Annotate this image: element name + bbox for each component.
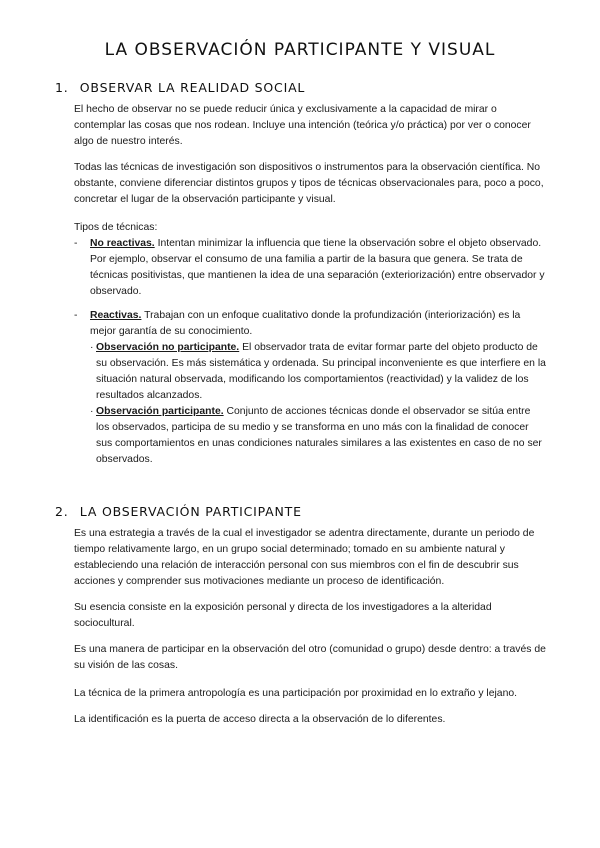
types-label: Tipos de técnicas: (74, 222, 158, 233)
term-label: Reactivas. (90, 310, 142, 321)
list-item-text: Intentan minimizar la influencia que tiene la observación sobre el objeto observado. Por ejemplo, observar el consumo de una familia a partir de la basura que genera. Se trata de técnicas positivistas, que mantienen la idea de una separación (exteriorización) entre observador y observado. (90, 238, 545, 297)
section-heading-1 (55, 80, 305, 95)
list-item (74, 308, 546, 340)
list-item-text: Trabajan con un enfoque cualitativo donde la profundización (interiorización) es la mejor garantía de su conocimiento. (90, 310, 521, 337)
sub-bullet: · (90, 342, 94, 353)
section-heading-2 (55, 504, 302, 519)
sub-list-item (90, 404, 546, 468)
paragraph: El hecho de observar no se puede reducir única y exclusivamente a la capacidad de mirar o contemplar las cosas que nos rodean. Incluye una intención (teórica y/o práctica) por ver o conocer algo de nuestro interés. (74, 104, 531, 147)
sub-bullet: · (90, 406, 94, 417)
term-label: Observación no participante. (96, 342, 240, 353)
section-title: OBSERVAR LA REALIDAD SOCIAL (79, 80, 306, 95)
list-item (74, 236, 546, 300)
section-number: 1. (55, 80, 69, 95)
list-dash: - (74, 310, 78, 321)
sub-item-text: El observador trata de evitar formar parte del objeto producto de su observación. Es más sistemática y ordenada. Su principal inconveniente es que interfiere en la situación natural observada, modificando los comportamientos (reactividad) y la validez de los resultados alcanzados. (96, 342, 546, 401)
paragraph: Todas las técnicas de investigación son dispositivos o instrumentos para la observación científica. No obstante, conviene diferenciar distintos grupos y tipos de técnicas observacionales para, poco a poco, concretar el lugar de la observación participante y visual. (74, 162, 544, 205)
paragraph: Es una manera de participar en la observación del otro (comunidad o grupo) desde dentro: a través de su visión de las cosas. (74, 644, 546, 671)
section-number: 2. (55, 504, 69, 519)
term-label: Observación participante. (96, 406, 224, 417)
sub-item-text: Conjunto de acciones técnicas donde el observador se sitúa entre los observados, participa de su medio y se transforma en uno más con la finalidad de conocer sus comportamientos en unas condiciones naturales similares a las existentes en caso de no ser observados. (96, 406, 542, 465)
sub-list-item (90, 340, 546, 404)
section-title: LA OBSERVACIÓN PARTICIPANTE (79, 504, 302, 519)
paragraph: Es una estrategia a través de la cual el investigador se adentra directamente, durante un periodo de tiempo relativamente largo, en un grupo social determinado; tomado en su ambiente natural y estableciendo una relación de interacción personal con sus miembros con el fin de descubrir sus acciones y comprender sus motivaciones mediante un proceso de identificación. (74, 528, 535, 587)
paragraph: La identificación es la puerta de acceso directa a la observación de lo diferentes. (74, 714, 446, 725)
paragraph: La técnica de la primera antropología es una participación por proximidad en lo extraño y lejano. (74, 688, 518, 699)
page-title: LA OBSERVACIÓN PARTICIPANTE Y VISUAL (104, 40, 496, 60)
paragraph: Su esencia consiste en la exposición personal y directa de los investigadores a la alteridad sociocultural. (74, 602, 492, 629)
term-label: No reactivas. (90, 238, 155, 249)
list-dash: - (74, 238, 78, 249)
